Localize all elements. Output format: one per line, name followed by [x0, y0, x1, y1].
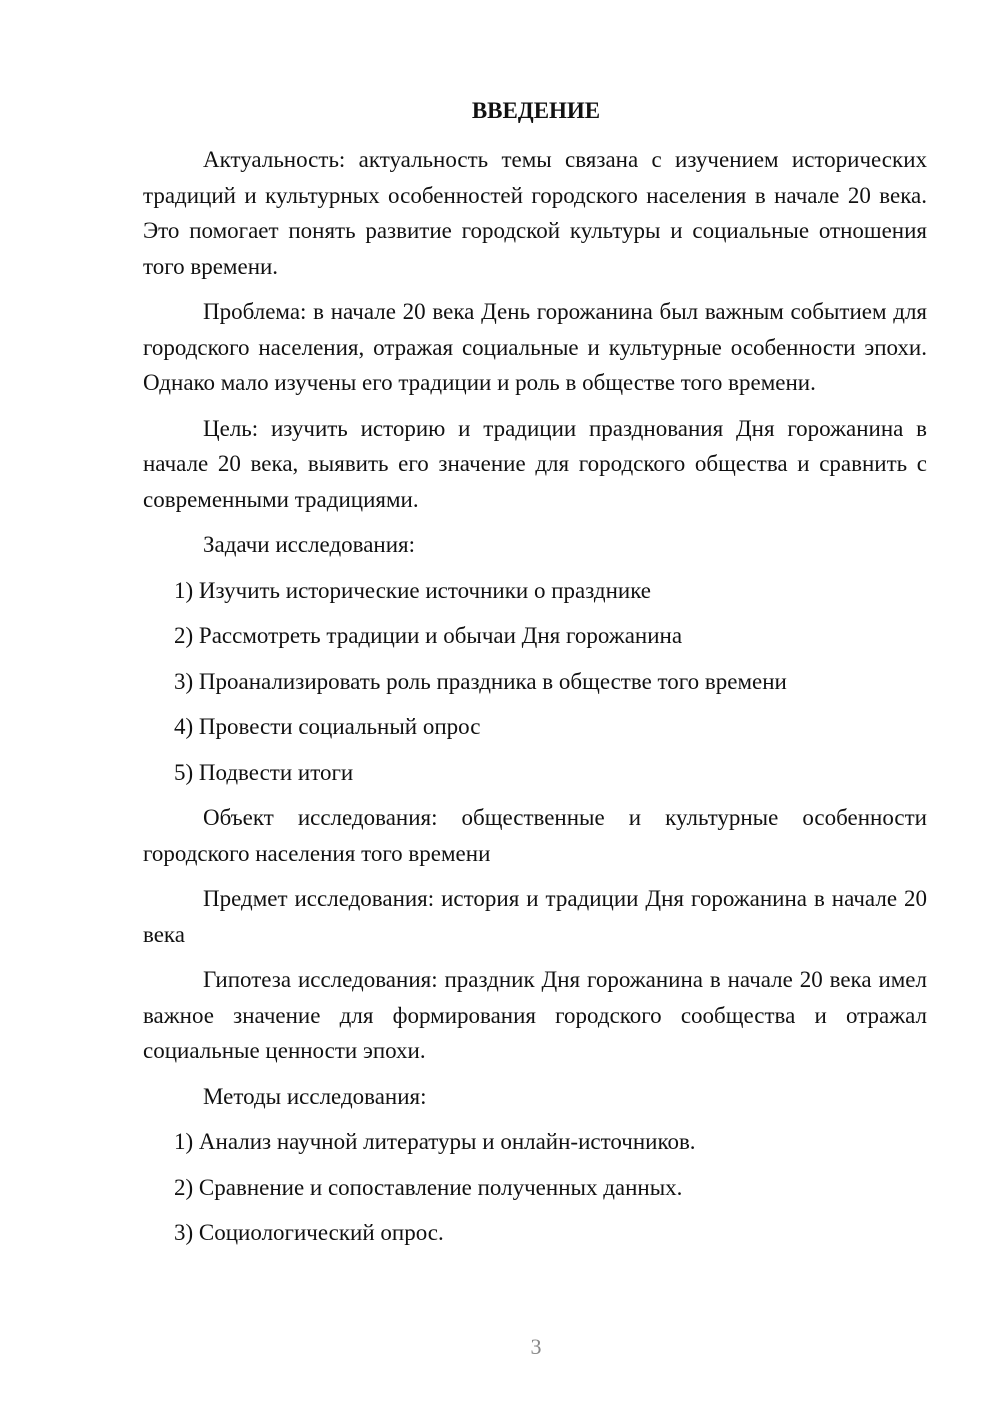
tasks-list	[143, 573, 927, 791]
list-item: 1) Анализ научной литературы и онлайн-источников.	[174, 1129, 696, 1154]
list-item: 3) Проанализировать роль праздника в обществе того времени	[174, 668, 787, 694]
relevance-paragraph: Актуальность: актуальность темы связана с изучением исторических традиций и культурных особенностей городского населения в начале 20 века. Это помогает понять развитие городской культуры и социальные отношения того времени.	[143, 147, 927, 279]
goal-paragraph: Цель: изучить историю и традиции празднования Дня горожанина в начале 20 века, выявить его значение для городского общества и сравнить с современными традициями.	[143, 415, 927, 512]
list-item: 3) Социологический опрос.	[174, 1220, 444, 1245]
list-item: 2) Сравнение и сопоставление полученных данных.	[174, 1174, 683, 1200]
object-paragraph: Объект исследования: общественные и культурные особенности городского населения того времени	[143, 805, 927, 866]
problem-paragraph: Проблема: в начале 20 века День горожанина был важным событием для городского населения, отражая социальные и культурные особенности эпохи. Однако мало изучены его традиции и роль в обществе того времени.	[143, 299, 927, 395]
list-item: 2) Рассмотреть традиции и обычаи Дня горожанина	[174, 623, 683, 648]
list-item: 4) Провести социальный опрос	[174, 714, 481, 739]
document-body	[143, 142, 927, 1261]
hypothesis-paragraph: Гипотеза исследования: праздник Дня горожанина в начале 20 века имел важное значение для формирования городского сообщества и отражал социальные ценности эпохи.	[143, 967, 927, 1063]
list-item: 1) Изучить исторические источники о празднике	[174, 577, 652, 603]
subject-paragraph: Предмет исследования: история и традиции Дня горожанина в начале 20 века	[143, 886, 927, 947]
tasks-heading: Задачи исследования:	[203, 532, 416, 557]
methods-heading: Методы исследования:	[203, 1083, 427, 1109]
methods-list	[143, 1124, 927, 1251]
page-number: 3	[530, 1334, 542, 1359]
section-heading: ВВЕДЕНИЕ	[471, 98, 601, 123]
list-item: 5) Подвести итоги	[174, 759, 354, 785]
